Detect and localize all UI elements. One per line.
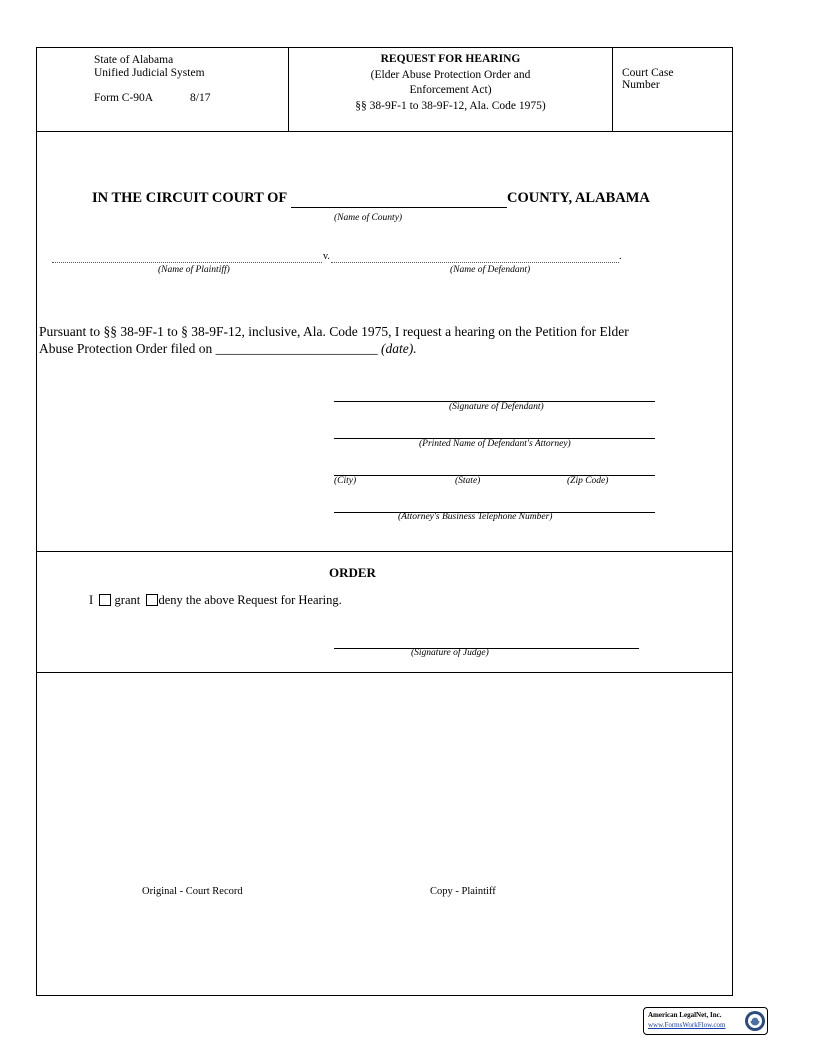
city-caption: (City) <box>334 476 357 486</box>
company-url[interactable]: www.FormsWorkFlow.com <box>648 1021 726 1029</box>
filed-date-field[interactable]: ________________________ <box>215 341 378 356</box>
phone-caption: (Attorney's Business Telephone Number) <box>398 512 553 522</box>
case-number-label-1: Court Case <box>622 67 674 79</box>
statute-reference: §§ 38-9F-1 to 38-9F-12, Ala. Code 1975) <box>355 100 546 112</box>
order-divider <box>36 551 733 552</box>
globe-icon <box>744 1010 766 1032</box>
form-subtitle-2: Enforcement Act) <box>409 84 492 96</box>
form-subtitle-1: (Elder Abuse Protection Order and <box>370 69 531 81</box>
request-line-2-text: Abuse Protection Order filed on <box>39 341 213 356</box>
original-distribution: Original - Court Record <box>142 886 243 897</box>
attorney-name-caption: (Printed Name of Defendant's Attorney) <box>419 439 571 449</box>
grant-checkbox[interactable] <box>99 594 111 606</box>
court-prefix: IN THE CIRCUIT COURT OF <box>92 190 288 206</box>
defendant-caption: (Name of Defendant) <box>450 265 531 275</box>
court-suffix: COUNTY, ALABAMA <box>507 190 650 206</box>
plaintiff-caption: (Name of Plaintiff) <box>158 265 230 275</box>
request-line-2 <box>39 341 417 357</box>
form-title: REQUEST FOR HEARING <box>380 53 521 65</box>
company-name: American LegalNet, Inc. <box>648 1011 722 1019</box>
county-field[interactable] <box>291 207 507 208</box>
date-label: (date). <box>380 341 417 356</box>
judicial-system: Unified Judicial System <box>94 67 205 79</box>
state-caption: (State) <box>455 476 481 486</box>
deny-checkbox[interactable] <box>146 594 158 606</box>
request-line-1: Pursuant to §§ 38-9F-1 to § 38-9F-12, inclusive, Ala. Code 1975, I request a hearing on the Petition for Elder <box>39 324 629 339</box>
header-divider <box>36 131 733 132</box>
form-date: 8/17 <box>190 92 211 104</box>
grant-label: grant <box>114 593 141 607</box>
plaintiff-field[interactable] <box>52 262 322 263</box>
case-number-label-2: Number <box>622 79 660 91</box>
deny-label: deny the above Request for Hearing. <box>158 593 342 607</box>
order-title: ORDER <box>329 565 376 580</box>
state-name: State of Alabama <box>94 54 174 66</box>
versus: v. <box>323 251 330 262</box>
caption-period: . <box>619 251 622 262</box>
form-number: Form C-90A <box>94 92 154 104</box>
copy-distribution: Copy - Plaintiff <box>430 886 496 897</box>
header-col-divider-2 <box>612 47 613 132</box>
judge-signature-caption: (Signature of Judge) <box>411 648 489 658</box>
legalnet-logo[interactable] <box>643 1007 768 1035</box>
order-i: I <box>89 593 94 607</box>
zip-caption: (Zip Code) <box>567 476 609 486</box>
order-decision <box>89 593 342 608</box>
distribution-divider <box>36 672 733 673</box>
defendant-signature-caption: (Signature of Defendant) <box>449 402 544 412</box>
defendant-field[interactable] <box>331 262 619 263</box>
county-caption: (Name of County) <box>334 213 403 223</box>
